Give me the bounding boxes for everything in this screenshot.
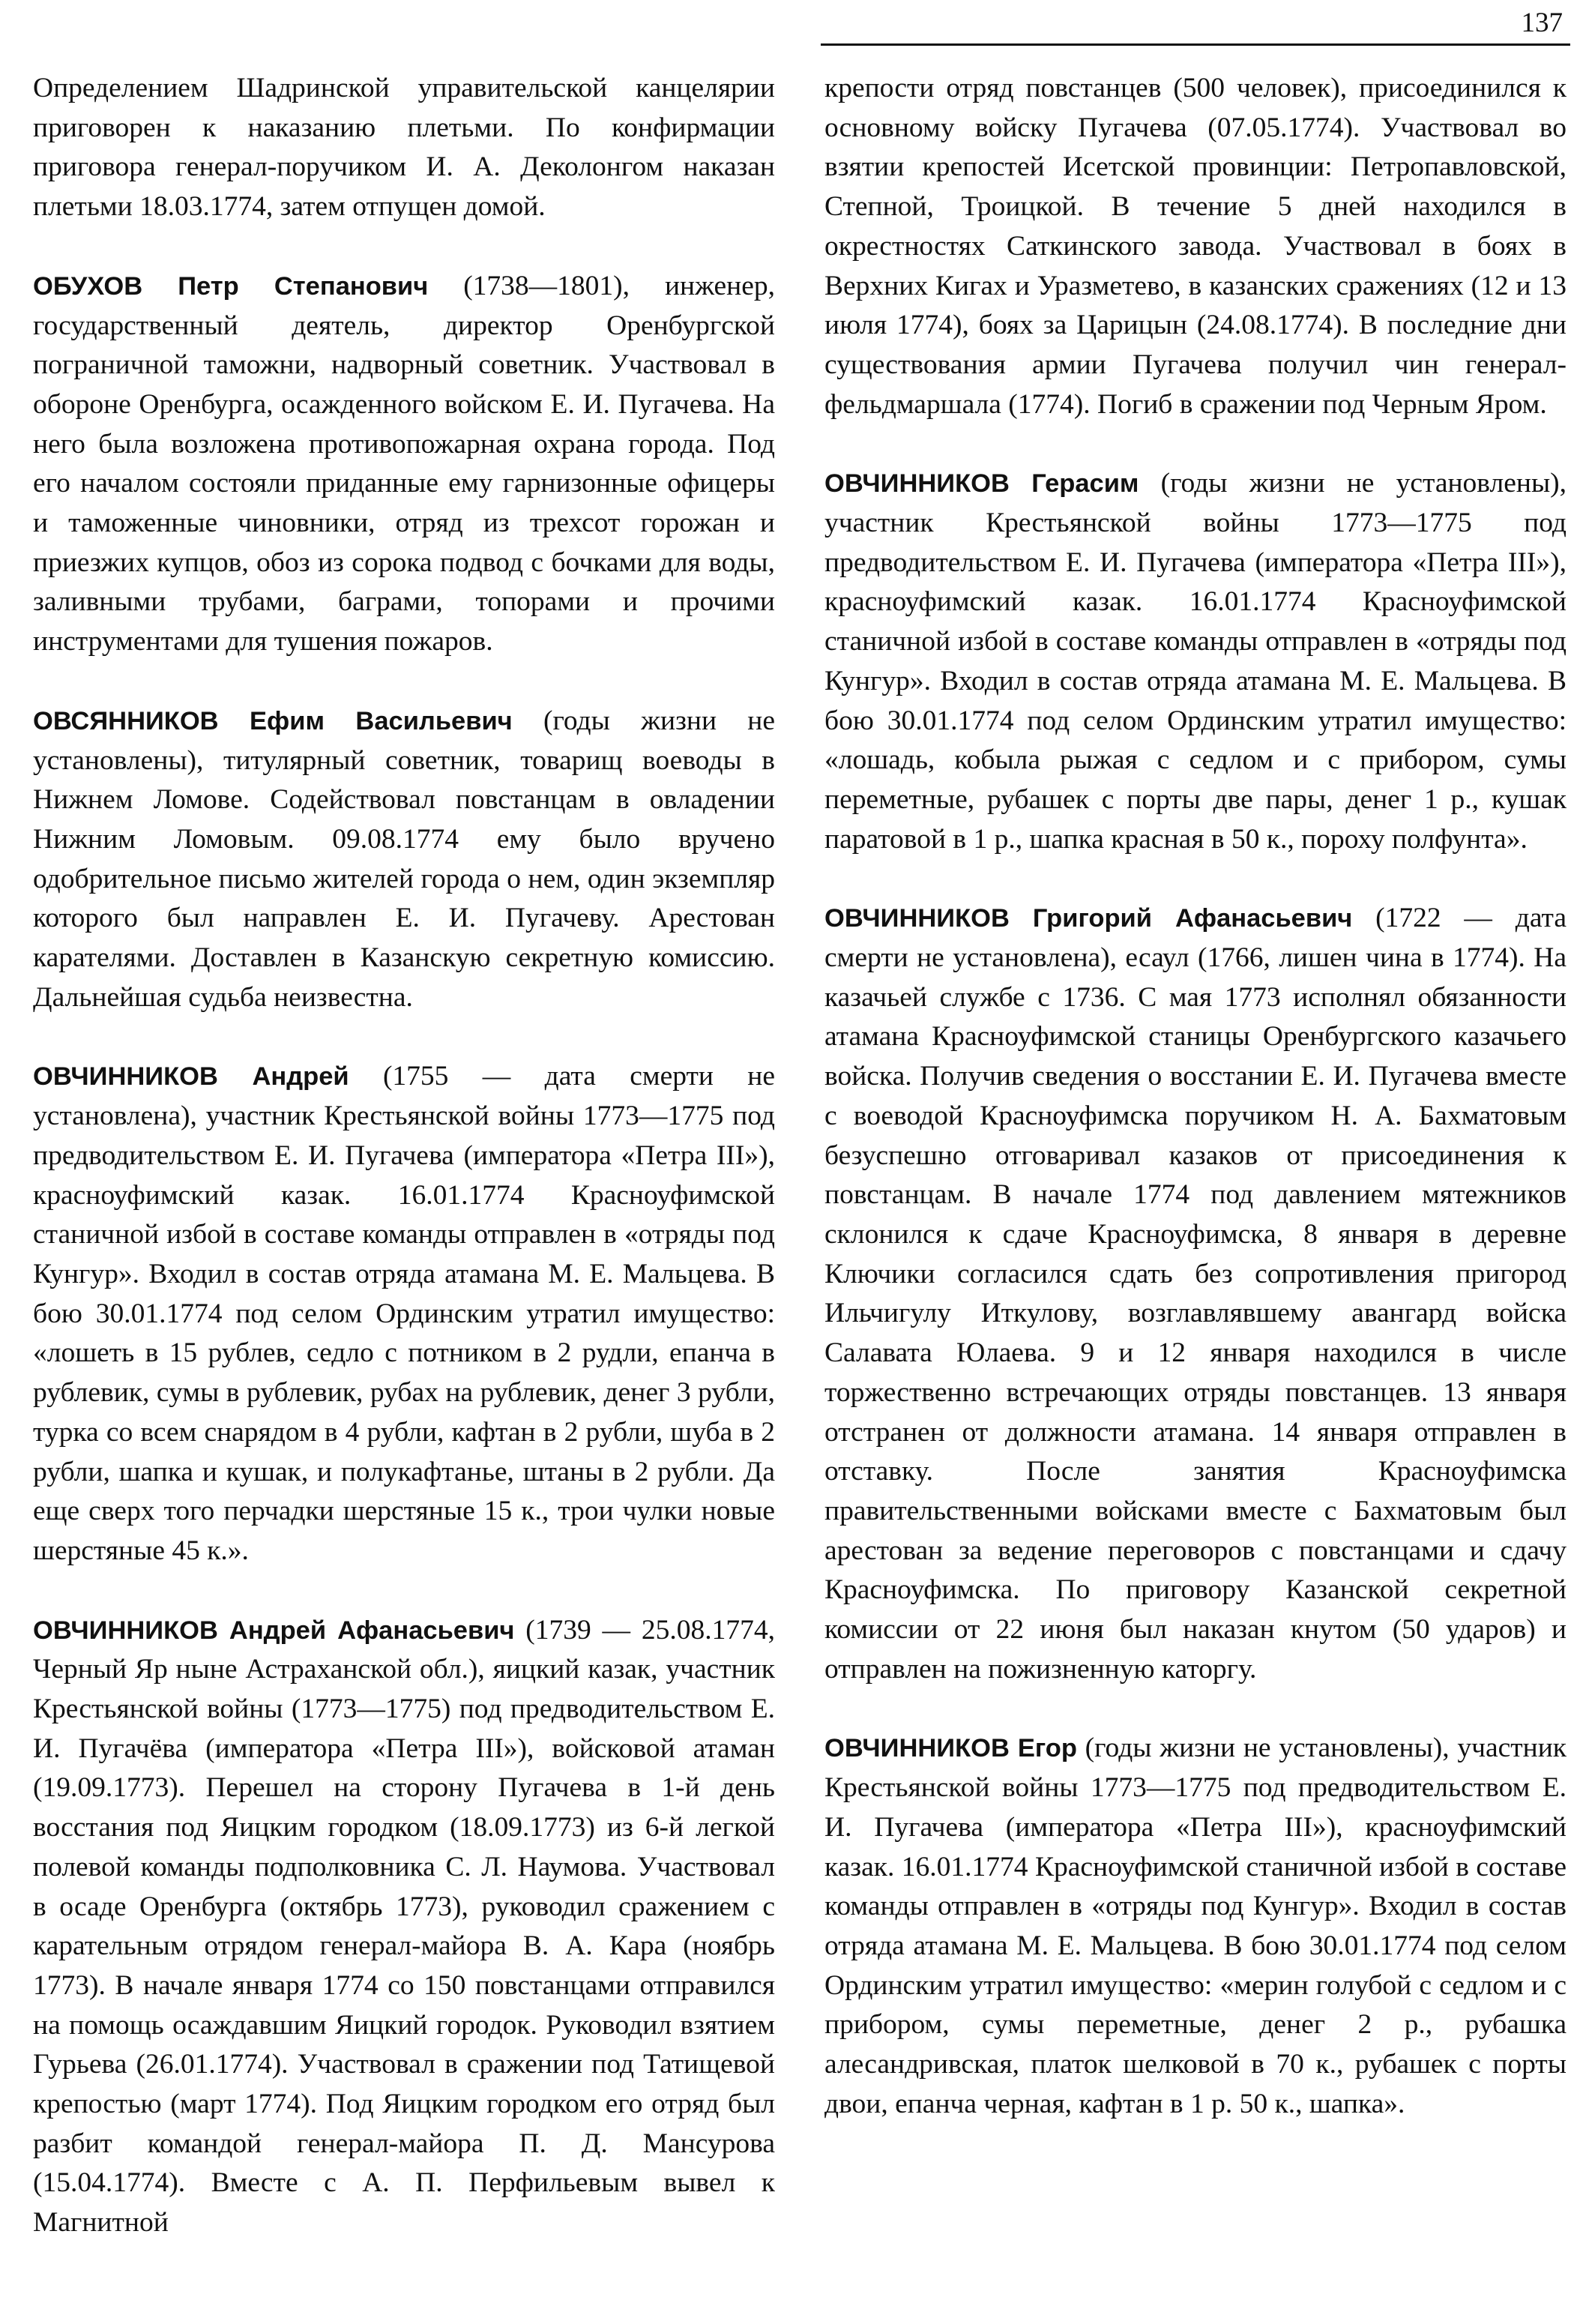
page-number: 137 — [1521, 7, 1563, 38]
entry-text: (1738—1801), инженер, государственный деятель, директор Оренбургской пограничной таможни, надворный советник. Участвовал в обороне Оренбурга, осажденного войском Е. И. Пугачева. На него была возложена противопожарная охрана города. Под его началом состояли приданные ему гарнизонные офицеры и таможенные чиновники, отряд из трехсот горожан и приезжих купцов, обоз из сорока подвод с бочками для воды, заливными трубами, баграми, топорами и прочими инструментами для тушения пожаров. — [33, 270, 776, 657]
entry-text: (годы жизни не установлены), титулярный советник, товарищ воеводы в Нижнем Ломове. Содействовал повстанцам в овладении Нижним Ломовым. 09.08.1774 ему было вручено одобрительное письмо жителей города о нем, один экземпляр которого был направлен Е. И. Пугачеву. Арестован карателями. Доставлен в Казанскую секретную комиссию. Дальнейшая судьба неизвестна. — [33, 705, 775, 1013]
entry-heading: ОВЧИННИКОВ Андрей — [33, 1062, 349, 1092]
entry-heading: ОВСЯННИКОВ Ефим Васильевич — [33, 706, 513, 735]
entry-ovchinnikov-egor — [824, 1729, 1567, 2124]
entry-text: (годы жизни не установлены), участник Крестьянской войны 1773—1775 под предводительством Е. И. Пугачева (императора «Петра III»), красноуфимский казак. 16.01.1774 Красноуфимской станичной избой в составе команды отправлен в «отряды под Кунгур». Входил в состав отряда атамана М. Е. Мальцева. В бою 30.01.1774 под селом Ординским утратил имущество: «лошадь, кобыла рыжая с седлом и с прибором, сумы переметные, рубашек с порты две пары, денег 1 р., кушак паратовой в 1 р., шапка красная в 50 к., пороху полфунта». — [824, 468, 1567, 855]
header-rule — [821, 43, 1570, 46]
entry-text: Определением Шадринской управительской канцелярии приговорен к наказанию плетьми. По конфирмации приговора генерал-поручиком И. А. Деколонгом наказан плетьми 18.03.1774, затем отпущен домой. — [33, 73, 775, 223]
right-column — [824, 69, 1567, 2164]
entry-ovchinnikov-grigoriy — [824, 899, 1567, 1689]
entry-continuation — [824, 69, 1567, 424]
entry-ovchinnikov-andrey-afanasyevich — [33, 1611, 775, 2243]
entry-text: (1722 — дата смерти не установлена), есаул (1766, лишен чина в 1774). На казачьей службе с 1736. С мая 1773 исполнял обязанности атамана Красноуфимской станицы Оренбургского казачьего войска. Получив сведения о восстании Е. И. Пугачева вместе с воеводой Красноуфимска поручиком Н. А. Бахматовым безуспешно отговаривал казаков от присоединения к повстанцам. В начале 1774 под давлением мятежников склонился к сдаче Красноуфимска, 8 января в деревне Ключики согласился сдать без сопротивления пригород Ильчигулу Иткулову, возглавлявшему авангард войска Салавата Юлаева. 9 и 12 января находился в числе торжественно встречающих отряды повстанцев. 13 января отстранен от должности атамана. 14 января отправлен в отставку. После занятия Красноуфимска правительственными войсками вместе с Бахматовым был арестован за ведение переговоров с повстанцами и сдачу Красноуфимска. По приговору Казанской секретной комиссии от 22 июня был наказан кнутом (50 ударов) и отправлен на пожизненную каторгу. — [824, 903, 1567, 1685]
entry-ovchinnikov-gerasim — [824, 464, 1567, 859]
entry-text: (1739 — 25.08.1774, Черный Яр ныне Астраханской обл.), яицкий казак, участник Крестьянской войны (1773—1775) под предводительством Е. И. Пугачёва (императора «Петра III»), войсковой атаман (19.09.1773). Перешел на сторону Пугачева в 1-й день восстания под Яицким городком (18.09.1773) из 6-й легкой полевой команды подполковника С. Л. Наумова. Участвовал в осаде Оренбурга (октябрь 1773), руководил сражением с карательным отрядом генерал-майора В. А. Кара (ноябрь 1773). В начале января 1774 со 150 повстанцами отправился на помощь осаждавшим Яицкий городок. Руководил взятием Гурьева (26.01.1774). Участвовал в сражении под Татищевой крепостью (март 1774). Под Яицким городком его отряд был разбит командой генерал-майора П. Д. Мансурова (15.04.1774). Вместе с А. П. Перфильевым вывел к Магнитной — [33, 1614, 775, 2239]
entry-text: крепости отряд повстанцев (500 человек), присоединился к основному войску Пугачева (07.05.1774). Участвовал во взятии крепостей Исетской провинции: Петропавловской, Степной, Троицкой. В течение 5 дней находился в окрестностях Саткинского завода. Участвовал в боях в Верхних Кигах и Уразметево, в казанских сражениях (12 и 13 июля 1774), боях за Царицын (24.08.1774). В последние дни существования армии Пугачева получил чин генерал-фельдмаршала (1774). Погиб в сражении под Черным Яром. — [824, 73, 1567, 420]
entry-text: (годы жизни не установлены), участник Крестьянской войны 1773—1775 под предводительством Е. И. Пугачева (императора «Петра III»), красноуфимский казак. 16.01.1774 Красноуфимской станичной избой в составе команды отправлен в «отряды под Кунгур». Входил в состав отряда атамана М. Е. Мальцева. В бою 30.01.1774 под селом Ординским утратил имущество: «мерин голубой с седлом и с прибором, сумы переметные, денег 2 р., рубашка алесандривская, платок шелковой в 70 к., рубашек с порты двои, епанча черная, кафтан в 1 р. 50 к., шапка». — [824, 1733, 1567, 2119]
entry-ovchinnikov-andrey — [33, 1057, 775, 1571]
entry-heading: ОВЧИННИКОВ Андрей Афанасьевич — [33, 1616, 515, 1645]
entry-heading: ОВЧИННИКОВ Григорий Афанасьевич — [824, 904, 1353, 933]
entry-heading: ОВЧИННИКОВ Егор — [824, 1734, 1077, 1763]
entry-text: (1755 — дата смерти не установлена), участник Крестьянской войны 1773—1775 под предводительством Е. И. Пугачева (императора «Петра III»), красноуфимский казак. 16.01.1774 Красноуфимской станичной избой в составе команды отправлен в «отряды под Кунгур». Входил в состав отряда атамана М. Е. Мальцева. В бою 30.01.1774 под селом Ординским утратил имущество: «лошеть в 15 рублев, седло с потником в 2 рудли, епанча в рублевик, сумы в рублевик, рубах на рублевик, денег 3 рубли, турка со всем снарядом в 4 рубли, кафтан в 2 рубли, шуба в 2 рубли, шапка и кушак, и полукафтанье, штаны в 2 рубли. Да еще сверх того перчадки шерстяные 15 к., трои чулки новые шерстяные 45 к.». — [33, 1061, 775, 1566]
entry-heading: ОВЧИННИКОВ Герасим — [824, 469, 1139, 499]
left-column — [33, 69, 775, 2283]
entry-heading: ОБУХОВ Петр Степанович — [33, 271, 429, 301]
entry-continuation — [33, 69, 775, 227]
entry-ovsyannikov — [33, 702, 775, 1018]
entry-obukhov — [33, 267, 775, 662]
